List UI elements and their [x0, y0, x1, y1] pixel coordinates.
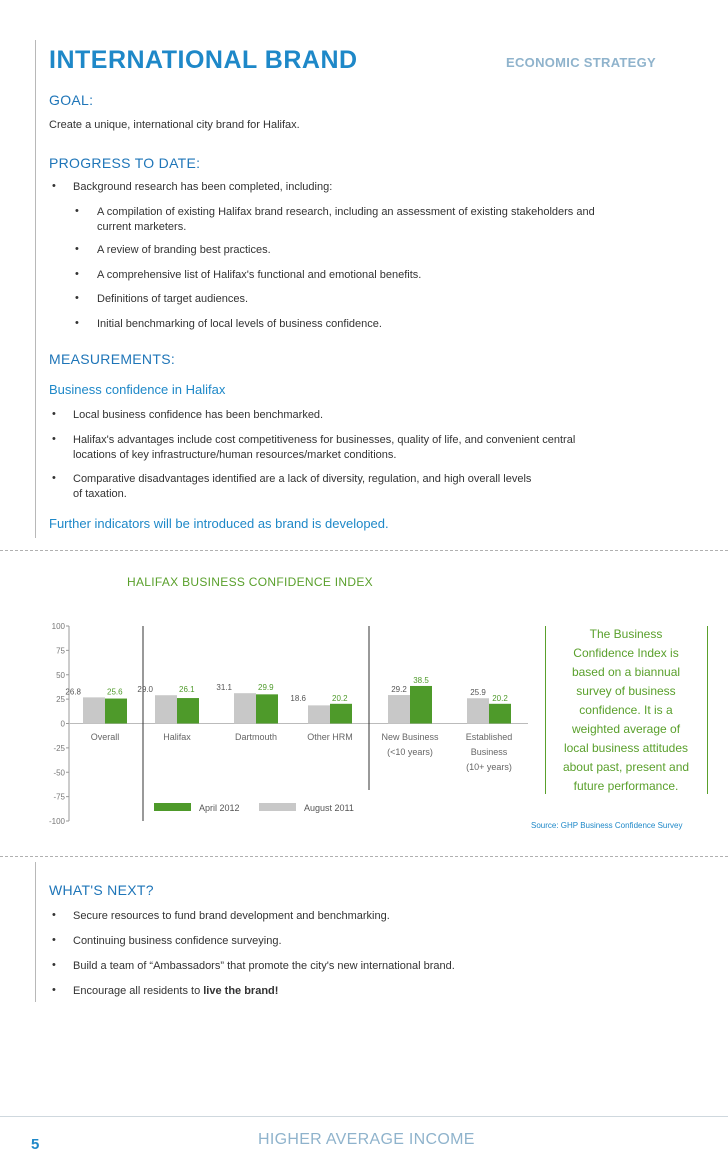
data-label: 25.6	[107, 687, 123, 697]
note-line: confidence. It is a	[579, 703, 673, 717]
page-title: INTERNATIONAL BRAND	[49, 46, 358, 74]
category-label: Other HRM	[307, 732, 353, 742]
data-label: 20.2	[492, 693, 508, 703]
bar-april-2012	[330, 704, 352, 724]
data-label: 29.9	[258, 683, 274, 693]
data-label: 29.0	[137, 685, 153, 695]
bullet: •	[52, 984, 56, 996]
chart-note	[553, 625, 699, 796]
category-label: Dartmouth	[234, 732, 278, 742]
category-label: (10+ years)	[466, 762, 512, 772]
next-heading: WHAT'S NEXT?	[49, 882, 154, 898]
y-tick-label: 0	[60, 719, 65, 729]
y-tick-label: 50	[56, 670, 65, 680]
y-tick-label: 25	[56, 695, 65, 705]
bullet: •	[75, 268, 79, 280]
progress-heading: PROGRESS TO DATE:	[49, 155, 201, 171]
measurements-subheading: Business confidence in Halifax	[49, 382, 226, 397]
confidence-chart	[0, 600, 540, 835]
category-label: Halifax	[163, 732, 191, 742]
bar-april-2012	[489, 704, 511, 724]
note-rule-left	[545, 626, 546, 794]
note-line: future performance.	[573, 779, 679, 793]
legend-swatch	[259, 803, 296, 811]
category-label: New Business	[381, 732, 439, 742]
measurement-item-cont: of taxation.	[73, 488, 127, 500]
y-tick-label: 75	[56, 646, 65, 656]
measurements-heading: MEASUREMENTS:	[49, 351, 176, 367]
y-tick-label: -25	[53, 743, 65, 753]
next-item-emphasis: live the brand!	[203, 985, 279, 997]
measurement-item-cont: locations of key infrastructure/human resources/market conditions.	[73, 449, 397, 461]
category-label: (<10 years)	[387, 747, 433, 757]
progress-intro: Background research has been completed, including:	[73, 181, 333, 193]
bar-august-2011	[234, 693, 256, 723]
goal-heading: GOAL:	[49, 92, 94, 108]
bar-april-2012	[105, 699, 127, 724]
note-line: local business attitudes	[563, 741, 689, 755]
note-line: survey of business	[576, 684, 676, 698]
y-tick-label: 100	[51, 622, 65, 631]
data-label: 20.2	[332, 693, 348, 703]
category-label: Established	[465, 732, 513, 742]
legend-label: August 2011	[304, 803, 354, 813]
progress-item-cont: current marketers.	[97, 221, 187, 233]
bar-august-2011	[83, 697, 105, 723]
data-label: 29.2	[391, 685, 407, 695]
section-divider	[0, 856, 728, 857]
goal-text: Create a unique, international city brand for Halifax.	[49, 119, 300, 131]
progress-item: Definitions of target audiences.	[97, 293, 249, 305]
progress-item: A compilation of existing Halifax brand research, including an assessment of existing stakeholders and	[97, 206, 595, 218]
bar-august-2011	[155, 695, 177, 723]
bar-august-2011	[467, 698, 489, 723]
section-divider	[0, 550, 728, 551]
chart-source: Source: GHP Business Confidence Survey	[531, 821, 683, 830]
note-line: Confidence Index is	[573, 646, 679, 660]
progress-item: A review of branding best practices.	[97, 244, 271, 256]
data-label: 25.9	[470, 688, 486, 698]
data-label: 26.8	[65, 687, 81, 697]
bar-april-2012	[410, 686, 432, 724]
y-tick-label: -75	[53, 792, 65, 802]
bullet: •	[52, 934, 56, 946]
next-item: Secure resources to fund brand development and benchmarking.	[73, 910, 390, 922]
note-line: about past, present and	[562, 760, 690, 774]
next-item-text: Encourage all residents to	[73, 985, 204, 997]
bullet: •	[75, 243, 79, 255]
bullet: •	[75, 292, 79, 304]
y-tick-label: -50	[53, 768, 65, 778]
data-label: 26.1	[179, 685, 195, 695]
bullet: •	[52, 472, 56, 484]
footer-title: HIGHER AVERAGE INCOME	[258, 1131, 475, 1148]
bullet: •	[75, 205, 79, 217]
note-line: The Business	[589, 627, 663, 641]
data-label: 38.5	[413, 675, 429, 685]
measurement-item: Halifax's advantages include cost competitiveness for businesses, quality of life, and convenient central	[73, 434, 576, 446]
next-item	[73, 984, 278, 999]
bar-august-2011	[308, 705, 330, 723]
section-label: ECONOMIC STRATEGY	[506, 55, 657, 70]
chart-title: HALIFAX BUSINESS CONFIDENCE INDEX	[127, 575, 373, 589]
page-number: 5	[31, 1136, 40, 1153]
bar-april-2012	[256, 694, 278, 723]
bar-april-2012	[177, 698, 199, 723]
progress-item: Initial benchmarking of local levels of business confidence.	[97, 318, 382, 330]
bullet: •	[75, 317, 79, 329]
progress-item: A comprehensive list of Halifax's functional and emotional benefits.	[97, 269, 422, 281]
bullet: •	[52, 959, 56, 971]
note-line: based on a biannual	[571, 665, 681, 679]
bullet: •	[52, 408, 56, 420]
bar-august-2011	[388, 695, 410, 723]
footer-rule	[0, 1116, 728, 1117]
next-item: Continuing business confidence surveying.	[73, 935, 282, 947]
category-label: Business	[470, 747, 508, 757]
legend-swatch	[154, 803, 191, 811]
data-label: 18.6	[290, 693, 306, 703]
legend-label: April 2012	[199, 803, 240, 813]
bullet: •	[52, 180, 56, 192]
next-item: Build a team of “Ambassadors” that promote the city's new international brand.	[73, 960, 455, 972]
left-rule-top	[35, 40, 36, 538]
note-line: weighted average of	[571, 722, 681, 736]
y-tick-label: -100	[48, 817, 65, 826]
note-rule-right	[707, 626, 708, 794]
measurement-item: Local business confidence has been benchmarked.	[73, 409, 324, 421]
bullet: •	[52, 909, 56, 921]
data-label: 31.1	[216, 683, 232, 693]
bullet: •	[52, 433, 56, 445]
category-label: Overall	[90, 732, 120, 742]
measurement-item: Comparative disadvantages identified are a lack of diversity, regulation, and high overall levels	[73, 473, 532, 485]
further-indicators-text: Further indicators will be introduced as brand is developed.	[49, 516, 389, 531]
left-rule-bottom	[35, 862, 36, 1002]
